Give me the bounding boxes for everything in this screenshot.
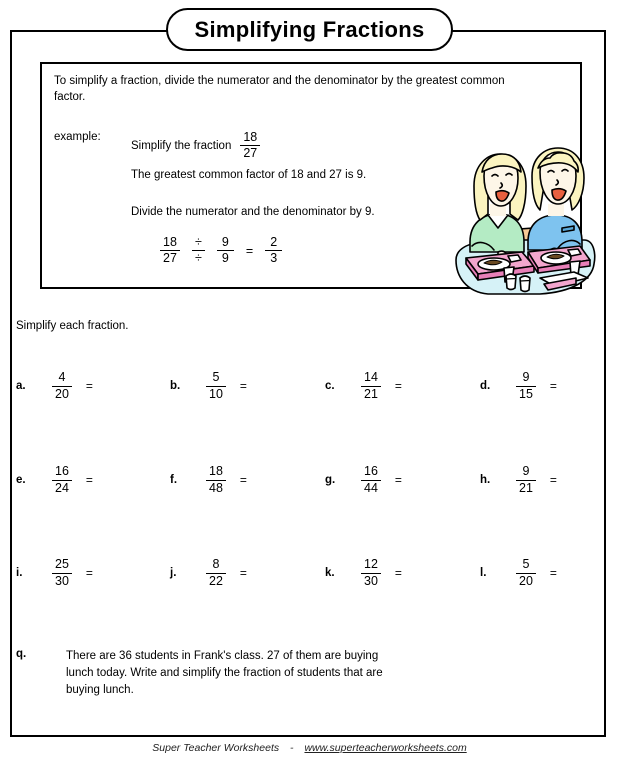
divide-icon-bottom: ÷ [194, 251, 202, 266]
problem-label: b. [170, 380, 181, 392]
equals-sign: = [394, 473, 402, 487]
problem-label: f. [170, 474, 178, 486]
equals-sign: = [239, 473, 247, 487]
word-problem-text: There are 36 students in Frank's class. 27 of them are buying lunch today. Write and simplify the fraction of students that are buying lunch. [66, 650, 383, 696]
problem-label: i. [16, 567, 23, 579]
problem-label: j. [170, 567, 177, 579]
example-step-two: Divide the numerator and the denominator by 9. [131, 206, 375, 218]
equals-sign: = [549, 473, 557, 487]
equals-sign: = [394, 379, 402, 393]
problem-b[interactable] [170, 366, 247, 406]
problem-numerator: 16 [55, 464, 69, 479]
problem-fraction [206, 465, 226, 494]
problem-label: g. [325, 474, 336, 486]
problem-numerator: 16 [364, 464, 378, 479]
problem-fraction [516, 558, 536, 587]
problem-denominator: 20 [55, 386, 69, 401]
example-fraction-denominator: 27 [243, 146, 258, 161]
instruction-intro-text: To simplify a fraction, divide the numerator and the denominator by the greatest common factor. [54, 75, 505, 103]
equals-sign: = [245, 243, 254, 258]
equation-middle-numerator: 9 [221, 235, 229, 249]
problem-numerator: 12 [364, 557, 378, 572]
problem-f[interactable] [170, 460, 247, 500]
problem-denominator: 21 [519, 480, 533, 495]
equation-left-numerator: 18 [163, 235, 177, 249]
problem-fraction [52, 558, 72, 587]
problem-denominator: 48 [209, 480, 223, 495]
example-prompt-text: Simplify the fraction [131, 139, 232, 152]
example-prompt-row [131, 131, 260, 160]
problem-label: h. [480, 474, 491, 486]
problem-numerator: 9 [522, 370, 530, 385]
problem-fraction [52, 465, 72, 494]
equation-result-fraction [265, 236, 282, 265]
problem-j[interactable] [170, 553, 247, 593]
problem-k[interactable] [325, 553, 402, 593]
problem-numerator: 5 [212, 370, 220, 385]
problem-denominator: 24 [55, 480, 69, 495]
problem-row-1 [0, 366, 619, 410]
problem-row-2 [0, 460, 619, 504]
footer-brand: Super Teacher Worksheets [152, 742, 280, 754]
problem-label: k. [325, 567, 335, 579]
example-fraction [240, 131, 260, 160]
problem-numerator: 4 [58, 370, 66, 385]
equals-sign: = [85, 566, 93, 580]
equation-middle-denominator: 9 [221, 251, 229, 266]
problem-a[interactable] [16, 366, 93, 406]
example-fraction-numerator: 18 [243, 130, 258, 144]
equals-sign: = [85, 379, 93, 393]
page-title [166, 8, 453, 51]
equals-sign: = [239, 379, 247, 393]
example-step-one: The greatest common factor of 18 and 27 is 9. [131, 169, 367, 181]
example-label: example: [54, 131, 101, 143]
problem-denominator: 21 [364, 386, 378, 401]
problem-fraction [361, 558, 381, 587]
problem-g[interactable] [325, 460, 402, 500]
problem-fraction [206, 371, 226, 400]
problem-denominator: 30 [364, 573, 378, 588]
example-equation [160, 236, 282, 265]
page-title-text: Simplifying Fractions [194, 16, 425, 42]
problem-fraction [361, 465, 381, 494]
problem-h[interactable] [480, 460, 557, 500]
directions-text: Simplify each fraction. [16, 320, 129, 332]
divide-both-operator [192, 236, 205, 265]
problem-denominator: 15 [519, 386, 533, 401]
problem-c[interactable] [325, 366, 402, 406]
equation-middle-fraction [217, 236, 234, 265]
problem-label: q. [16, 648, 27, 660]
problem-numerator: 8 [212, 557, 220, 572]
problem-numerator: 9 [522, 464, 530, 479]
problem-label: c. [325, 380, 335, 392]
equation-left-fraction [160, 236, 180, 265]
divide-icon-top: ÷ [194, 235, 202, 249]
problem-denominator: 20 [519, 573, 533, 588]
problem-numerator: 14 [364, 370, 378, 385]
equals-sign: = [85, 473, 93, 487]
lunch-students-illustration [444, 142, 604, 302]
footer-url[interactable]: www.superteacherworksheets.com [304, 742, 467, 754]
problem-e[interactable] [16, 460, 93, 500]
equation-result-denominator: 3 [270, 251, 278, 266]
equals-sign: = [394, 566, 402, 580]
problem-q[interactable] [16, 648, 446, 699]
equals-sign: = [549, 566, 557, 580]
equals-sign: = [549, 379, 557, 393]
footer [0, 742, 619, 754]
problem-l[interactable] [480, 553, 557, 593]
problem-denominator: 30 [55, 573, 69, 588]
problem-fraction [52, 371, 72, 400]
problem-fraction [516, 371, 536, 400]
equation-left-denominator: 27 [163, 251, 177, 266]
problem-fraction [206, 558, 226, 587]
problem-i[interactable] [16, 553, 93, 593]
problem-numerator: 18 [209, 464, 223, 479]
problem-numerator: 25 [55, 557, 69, 572]
problem-label: e. [16, 474, 26, 486]
problem-fraction [361, 371, 381, 400]
problem-denominator: 22 [209, 573, 223, 588]
problem-denominator: 44 [364, 480, 378, 495]
problem-numerator: 5 [522, 557, 530, 572]
problem-row-3 [0, 553, 619, 597]
equation-result-numerator: 2 [270, 235, 278, 249]
problem-label: a. [16, 380, 26, 392]
problem-label: d. [480, 380, 491, 392]
problem-label: l. [480, 567, 487, 579]
problem-d[interactable] [480, 366, 557, 406]
equals-sign: = [239, 566, 247, 580]
footer-separator: - [290, 742, 294, 754]
problem-fraction [516, 465, 536, 494]
problem-denominator: 10 [209, 386, 223, 401]
